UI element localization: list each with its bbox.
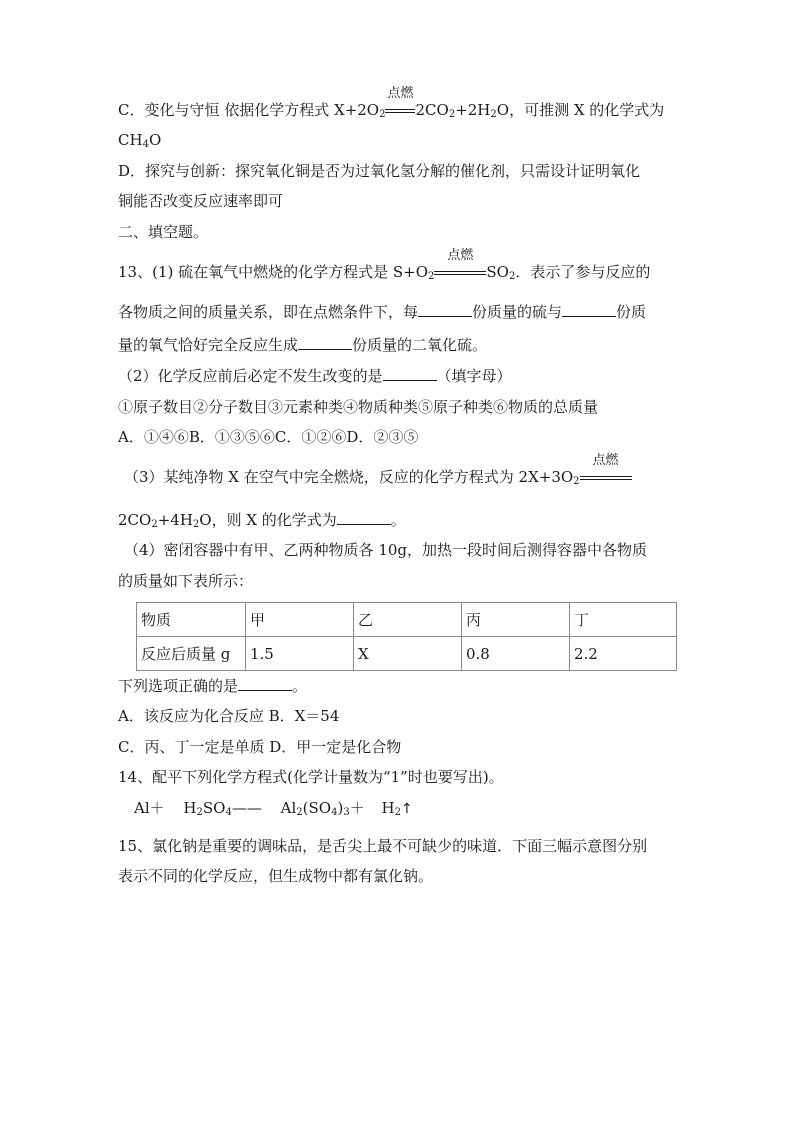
subscript: 4 [142,139,149,150]
q13-p4-line2: 的质量如下表所示： [118,572,254,590]
product-h2o: +4H [157,511,193,529]
reaction-dash: —— [231,799,262,817]
q13-p2-choices: A．①④⑥B．①③⑤⑥C．①②⑥D．②③⑤ [118,428,419,446]
product-part: (SO [302,799,332,817]
answer-blank-sulfur[interactable] [418,302,472,317]
formula-tail: O [148,131,162,149]
q13-p4-options-ab: A．该反应为化合反应 B．X＝54 [118,707,340,725]
q14-equation [134,798,413,819]
q13-p4-text: 。 [292,677,308,695]
q13-p3-line2 [118,510,406,530]
q14-title: 14、配平下列化学方程式(化学计量数为“1”时也要写出)。 [118,768,504,786]
reactant-al: Al＋ [134,799,165,817]
q13-p3-text: （3）某纯净物 X 在空气中完全燃烧，反应的化学方程式为 2X+3O [124,468,574,486]
q15-line2: 表示不同的化学反应，但生成物中都有氯化钠。 [118,867,434,885]
subscript: 2 [196,807,203,818]
option-d-line1: D．探究与创新：探究氧化铜是否为过氧化氢分解的催化剂，只需设计证明氧化 [118,162,641,180]
subscript: 2 [151,519,158,530]
table-cell: 丁 [570,603,677,637]
q13-p1-text: 13、(1) 硫在氧气中燃烧的化学方程式是 S+O [118,263,429,281]
table-cell: 0.8 [462,637,570,671]
option-c-tail: O，可推测 X 的化学式为 [496,101,665,119]
q13-p1-text: 各物质之间的质量关系，即在点燃条件下，每 [118,303,419,321]
subscript: 2 [394,807,401,818]
subscript: 2 [192,519,200,530]
reaction-condition [580,453,632,487]
q13-p1-text: 份质量的硫与 [472,303,563,321]
product-al2so43: Al [280,799,297,817]
subscript: 2 [573,476,580,487]
product-co2: 2CO [118,511,152,529]
table-cell: X [354,637,462,671]
table-row [137,637,677,671]
q13-p1-text: 份质量的二氧化硫。 [352,336,488,354]
gas-arrow-icon: ↑ [400,801,413,817]
q13-p4-ask [118,676,307,696]
q13-p1-text: 份质 [616,303,647,321]
table-cell: 丙 [462,603,570,637]
section-title: 二、填空题。 [118,223,209,241]
q13-p3-text: O，则 X 的化学式为 [199,511,337,529]
mass-table [136,602,677,671]
answer-blank-x-formula[interactable] [337,510,391,525]
q13-p2-line1 [118,366,512,386]
product-h2: H [381,799,395,817]
equals-bar [385,109,415,113]
subscript: 2 [428,271,435,282]
option-c-line1 [118,86,665,120]
table-cell: 甲 [246,603,354,637]
option-c-text: C．变化与守恒 依据化学方程式 X+2O [118,101,380,119]
q13-p2-text: （2）化学反应前后必定不发生改变的是 [118,367,383,385]
q13-p1-line2 [118,302,646,322]
table-cell: 反应后质量 g [137,637,246,671]
equals-bar [434,271,486,275]
q13-p3-text: 。 [390,511,406,529]
subscript: 4 [225,807,232,818]
product-h2o: +2H [455,101,491,119]
subscript: 2 [296,807,303,818]
product-so2: SO [486,263,509,281]
reactant-h2so4: H [183,799,197,817]
subscript: 2 [448,109,456,120]
q13-p1-text: 量的氧气恰好完全反应生成 [118,336,299,354]
q15-line1: 15、氯化钠是重要的调味品，是舌尖上最不可缺少的味道．下面三幅示意图分别 [118,837,648,855]
table-cell: 乙 [354,603,462,637]
table-cell: 1.5 [246,637,354,671]
answer-blank-q13-4[interactable] [238,676,292,691]
condition-label: 点燃 [592,453,619,468]
condition-label: 点燃 [387,86,414,101]
q13-p1-line1 [118,248,651,282]
subscript: 2 [379,109,386,120]
q13-p3-line1 [124,453,632,487]
q13-p2-text: （填字母） [436,367,512,385]
condition-label: 点燃 [447,248,474,263]
equals-bar [580,476,632,480]
answer-blank-oxygen[interactable] [562,302,616,317]
subscript: 4 [331,807,338,818]
answer-blank-so2[interactable] [298,335,352,350]
table-row [137,603,677,637]
table-cell: 物质 [137,603,246,637]
plus-sign: ＋ [349,799,365,817]
q13-p4-line1: （4）密闭容器中有甲、乙两种物质各 10g，加热一段时间后测得容器中各物质 [124,541,648,559]
q13-p2-items: ①原子数目②分子数目③元素种类④物质种类⑤原子种类⑥物质的总质量 [118,398,599,416]
q13-p1-tail: ．表示了参与反应的 [515,263,651,281]
subscript: 2 [490,109,497,120]
q13-p4-options-cd: C．丙、丁一定是单质 D．甲一定是化合物 [118,738,402,756]
option-c-line2 [118,130,161,150]
option-d-line2: 铜能否改变反应速率即可 [118,192,284,210]
reactant-h2so4-part: SO [202,799,226,817]
reaction-condition [385,86,415,120]
subscript: 2 [508,271,516,282]
formula-ch4o: CH [118,131,143,149]
answer-blank-q13-2[interactable] [383,366,437,381]
reaction-condition [434,248,486,282]
subscript: 3 [343,807,350,818]
table-cell: 2.2 [570,637,677,671]
q13-p4-text: 下列选项正确的是 [118,677,239,695]
product-co2: 2CO [415,101,449,119]
product-part: ) [337,799,344,817]
q13-p1-line3 [118,335,487,355]
